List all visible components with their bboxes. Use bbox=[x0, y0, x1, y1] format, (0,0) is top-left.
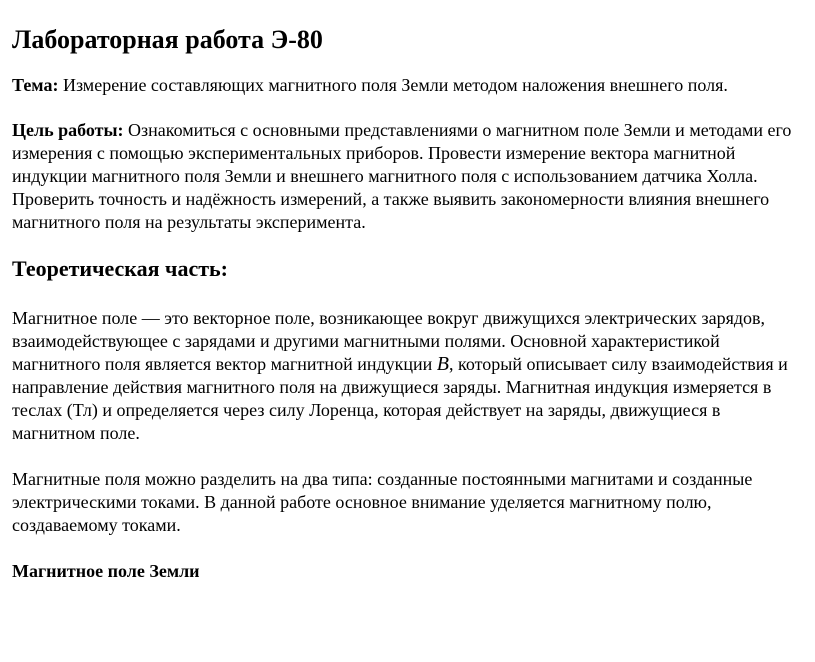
magnetic-induction-symbol: B bbox=[436, 353, 449, 375]
topic-text: Измерение составляющих магнитного поля Земли методом наложения внешнего поля. bbox=[58, 75, 728, 95]
topic-label: Тема: bbox=[12, 75, 59, 95]
document-title: Лабораторная работа Э-80 bbox=[12, 25, 323, 54]
goal-label: Цель работы: bbox=[12, 120, 124, 140]
document-page bbox=[0, 25, 815, 583]
topic-paragraph bbox=[12, 74, 803, 97]
theory-paragraph-2: Магнитные поля можно разделить на два типа: созданные постоянными магнитами и созданные электрическими токами. В данной работе основное внимание уделяется магнитному полю, создаваемому токами. bbox=[12, 469, 753, 535]
theory-paragraph-1 bbox=[12, 307, 803, 445]
earth-field-subheading: Магнитное поле Земли bbox=[12, 561, 200, 581]
theory-p1-after: , который описывает силу взаимодействия и направление действия магнитного поля на движущиеся заряды. Магнитная индукция измеряется в теслах (Тл) и определяется через силу Лоренца, которая действует на заряды, движущиеся в магнитном поле. bbox=[12, 354, 788, 443]
goal-paragraph bbox=[12, 119, 803, 234]
goal-text: Ознакомиться с основными представлениями о магнитном поле Земли и методами его измерения с помощью экспериментальных приборов. Провести измерение вектора магнитной индукции магнитного поля Земли и внешнего магнитного поля с использованием датчика Холла. Проверить точность и надёжность измерений, а также выявить закономерности влияния внешнего магнитного поля на результаты эксперимента. bbox=[12, 120, 792, 232]
theory-p1-before: Магнитное поле — это векторное поле, возникающее вокруг движущихся электрических зарядов, взаимодействующее с зарядами и другими магнитными полями. Основной характеристикой магнитного поля является вектор магнитной индукции bbox=[12, 308, 766, 374]
theory-heading: Теоретическая часть: bbox=[12, 256, 228, 281]
